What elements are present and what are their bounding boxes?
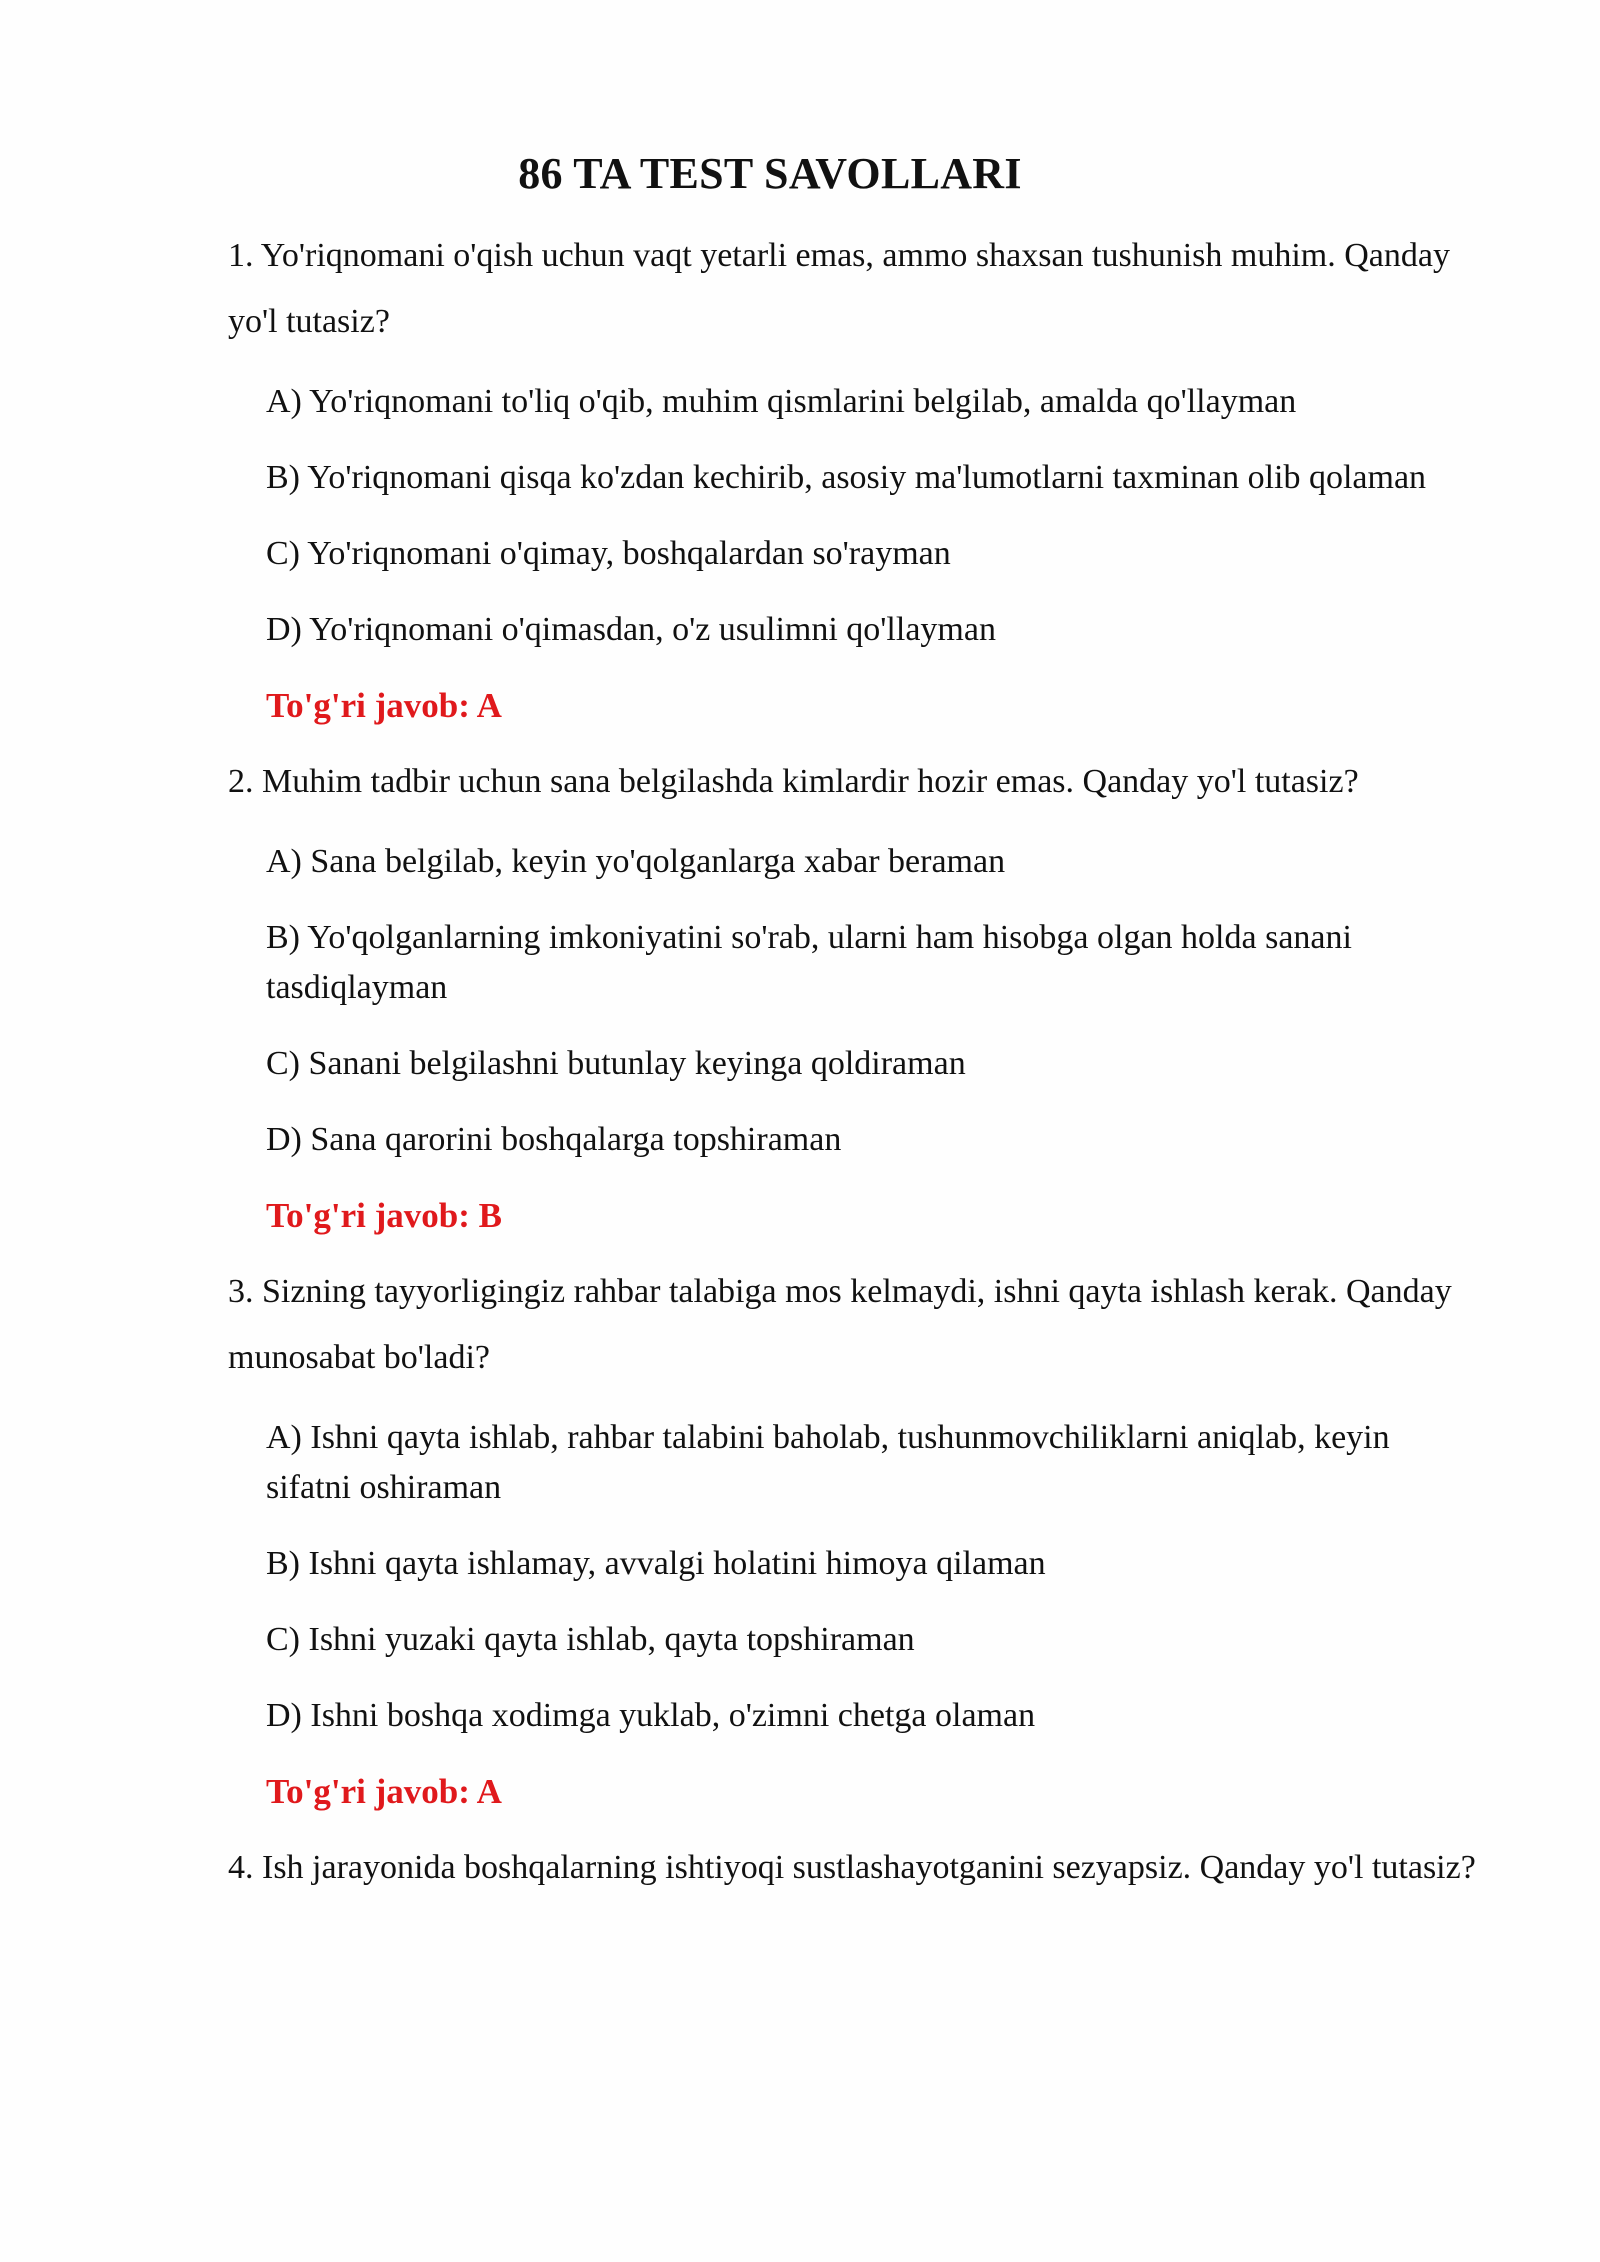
document-title: 86 TA TEST SAVOLLARI — [518, 149, 1022, 198]
correct-answer-label: To'g'ri javob: B — [266, 1196, 502, 1235]
question-text: 2. Muhim tadbir uchun sana belgilashda kimlardir hozir emas. Qanday yo'l tutasiz? — [228, 763, 1359, 800]
option-c: C) Sanani belgilashni butunlay keyinga qoldiraman — [266, 1045, 966, 1082]
question-block-4 — [228, 1835, 1480, 1901]
correct-answer — [228, 681, 1480, 731]
question-block-2 — [228, 749, 1480, 1241]
option-d: D) Sana qarorini boshqalarga topshiraman — [266, 1121, 842, 1158]
correct-answer — [228, 1191, 1480, 1241]
question-block-1 — [228, 223, 1480, 731]
correct-answer-label: To'g'ri javob: A — [266, 1772, 502, 1811]
option-b: B) Ishni qayta ishlamay, avvalgi holatini himoya qilaman — [266, 1545, 1046, 1582]
option-c: C) Ishni yuzaki qayta ishlab, qayta topshiraman — [266, 1621, 915, 1658]
correct-answer-label: To'g'ri javob: A — [266, 686, 502, 725]
option-c: C) Yo'riqnomani o'qimay, boshqalardan so'rayman — [266, 535, 951, 572]
options-list — [228, 837, 1480, 1165]
question-text: 1. Yo'riqnomani o'qish uchun vaqt yetarli emas, ammo shaxsan tushunish muhim. Qanday yo'l tutasiz? — [228, 237, 1450, 340]
option-a: A) Sana belgilab, keyin yo'qolganlarga xabar beraman — [266, 843, 1006, 880]
option-d: D) Yo'riqnomani o'qimasdan, o'z usulimni qo'llayman — [266, 611, 996, 648]
option-d: D) Ishni boshqa xodimga yuklab, o'zimni chetga olaman — [266, 1697, 1036, 1734]
option-a: A) Ishni qayta ishlab, rahbar talabini baholab, tushunmovchiliklarni aniqlab, keyin sifatni oshiraman — [266, 1419, 1390, 1506]
options-list — [228, 377, 1480, 655]
question-block-3 — [228, 1259, 1480, 1817]
option-b: B) Yo'qolganlarning imkoniyatini so'rab, ularni ham hisobga olgan holda sanani tasdiqlayman — [266, 919, 1352, 1006]
question-text: 3. Sizning tayyorligingiz rahbar talabiga mos kelmaydi, ishni qayta ishlash kerak. Qanday munosabat bo'ladi? — [228, 1273, 1452, 1376]
option-b: B) Yo'riqnomani qisqa ko'zdan kechirib, asosiy ma'lumotlarni taxminan olib qolaman — [266, 459, 1427, 496]
question-text: 4. Ish jarayonida boshqalarning ishtiyoqi sustlashayotganini sezyapsiz. Qanday yo'l tutasiz? — [228, 1849, 1476, 1886]
option-a: A) Yo'riqnomani to'liq o'qib, muhim qismlarini belgilab, amalda qo'llayman — [266, 383, 1297, 420]
correct-answer — [228, 1767, 1480, 1817]
options-list — [228, 1413, 1480, 1741]
